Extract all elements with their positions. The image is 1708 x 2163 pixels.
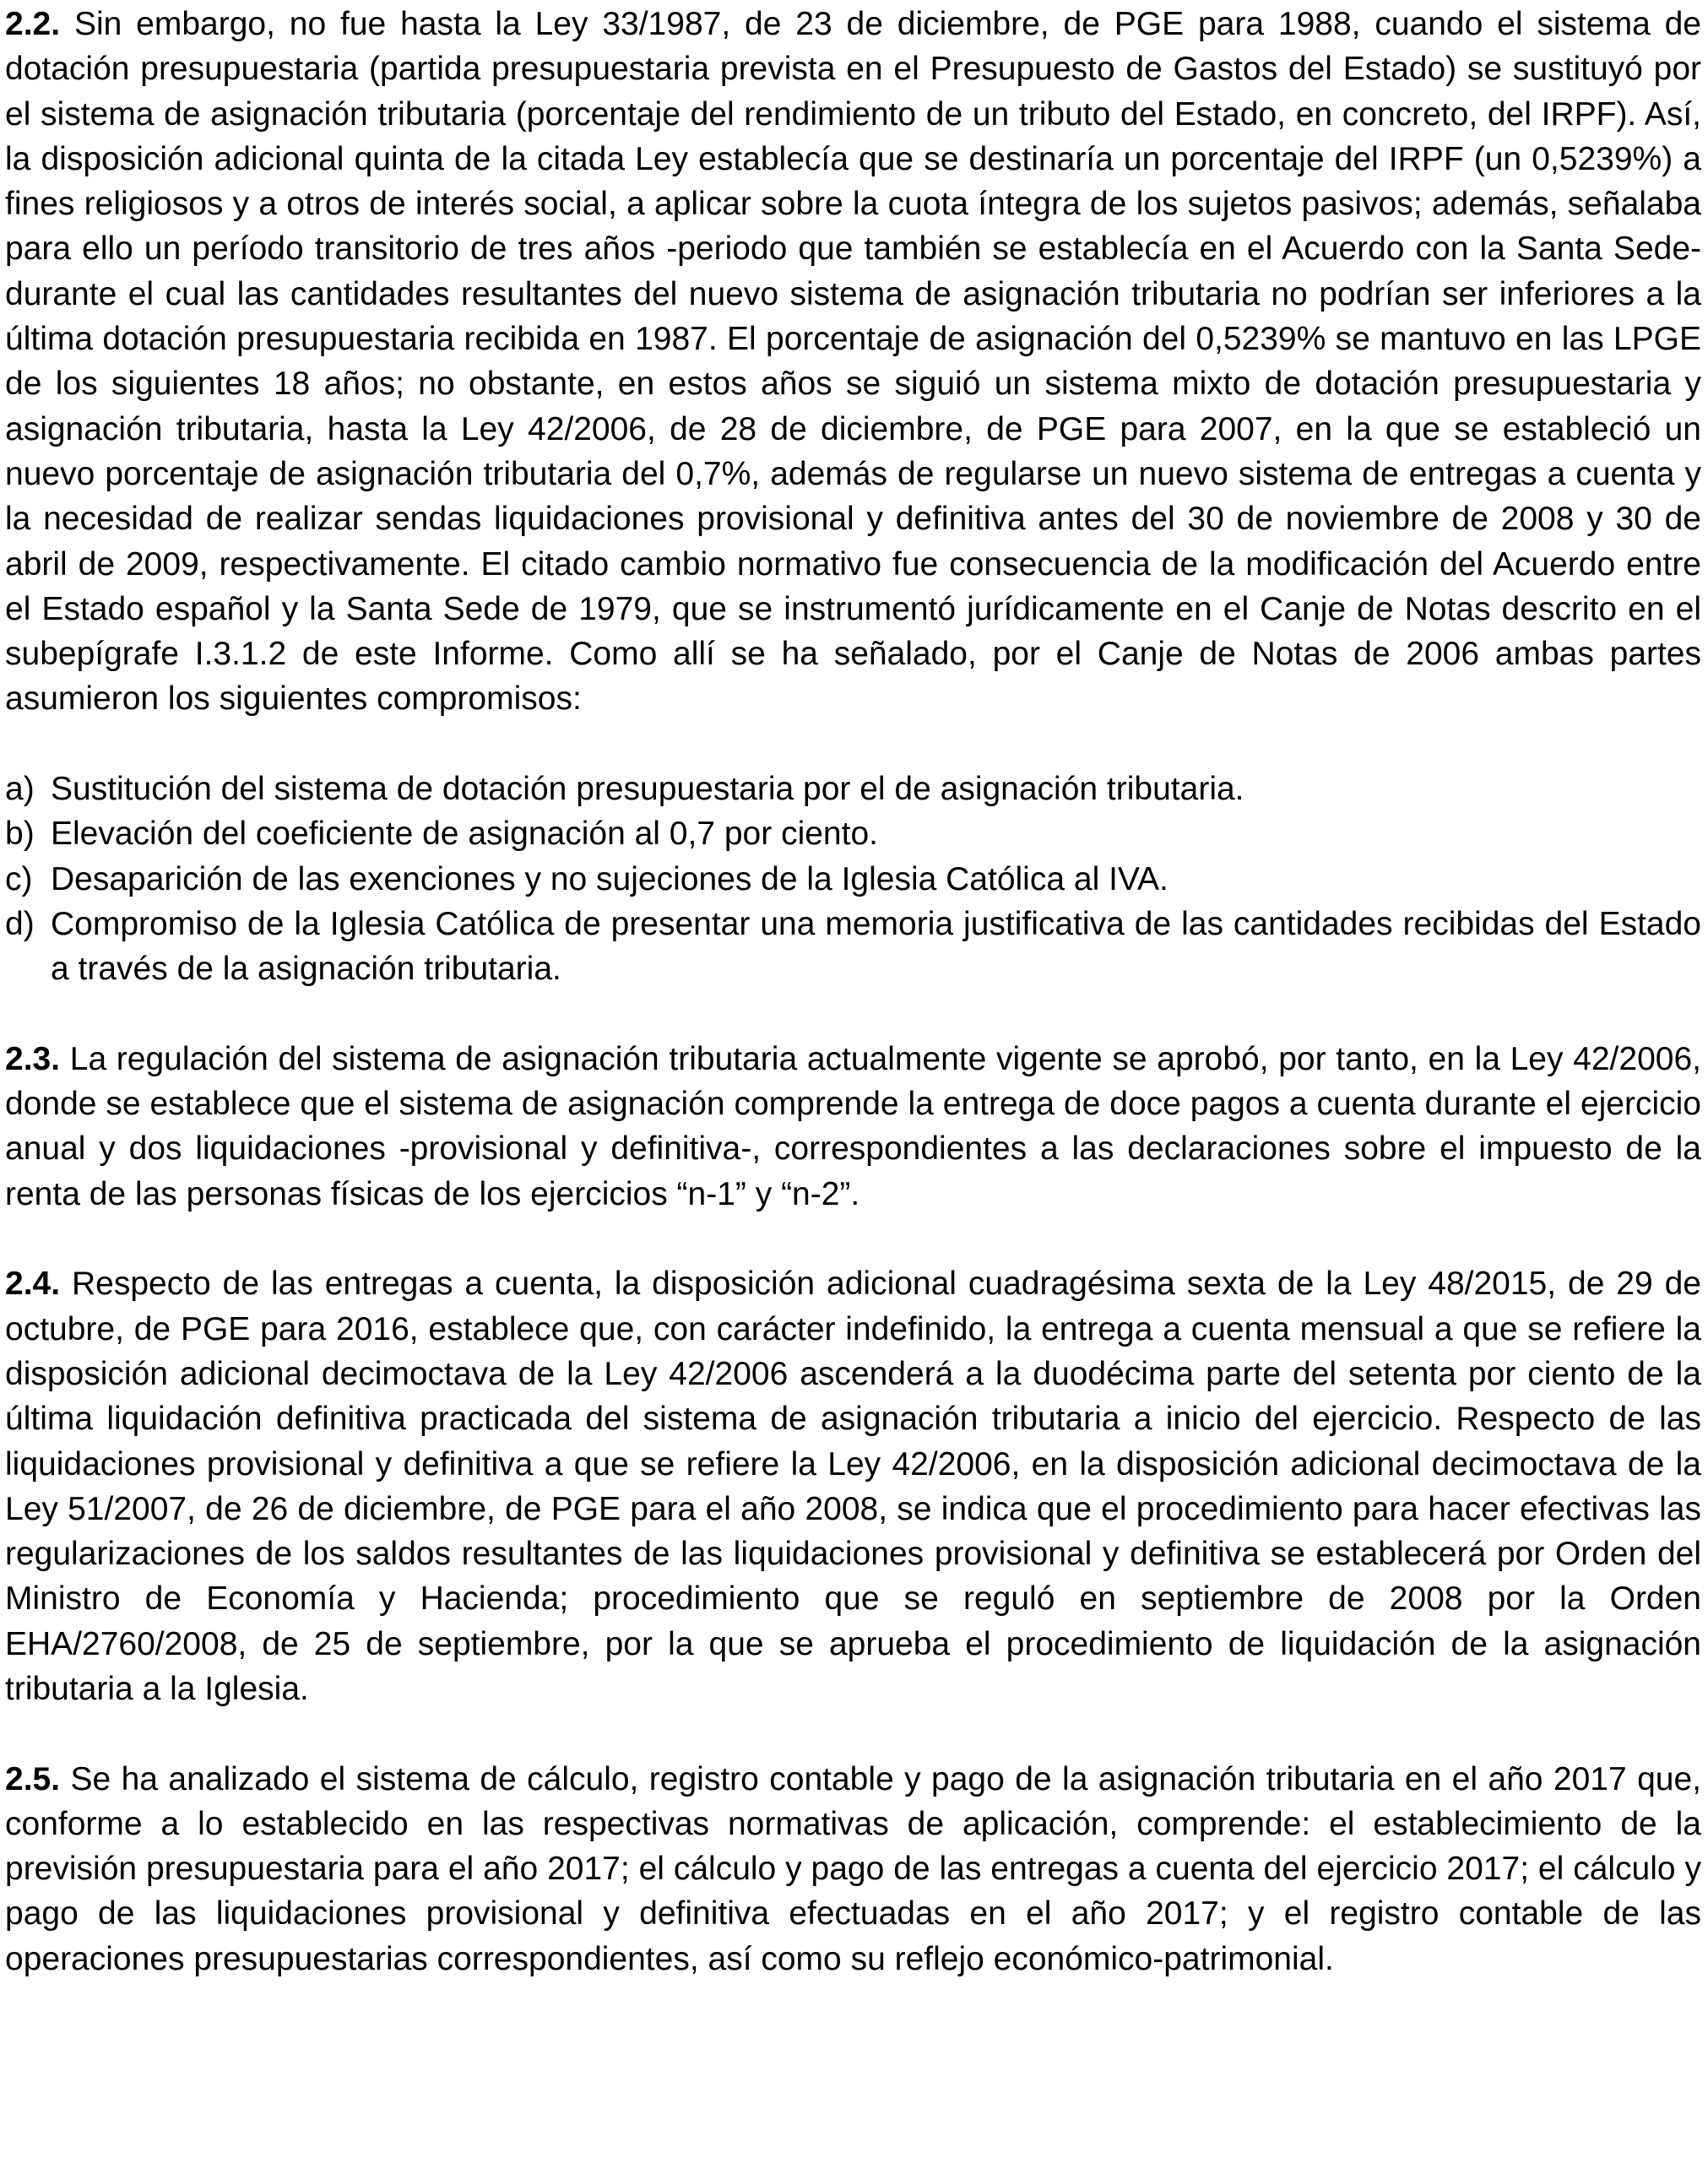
list-item [5,811,1701,856]
list-marker: d) [5,905,35,942]
paragraph-2-3 [5,1037,1701,1217]
list-item [5,857,1701,902]
paragraph-2-2 [5,2,1701,722]
commitments-list [5,767,1701,991]
paragraph-number: 2.5. [5,1760,61,1797]
paragraph-text: La regulación del sistema de asignación tributaria actualmente vigente se aprobó, por tanto, en la Ley 42/2006, donde se establece que el sistema de asignación comprende la entrega de doce pagos a cuenta durante el ejercicio anual y dos liquidaciones -provisional y definitiva-, correspondientes a las declaraciones sobre el impuesto de la renta de las personas físicas de los ejercicios “n-1” y “n-2”. [5,1040,1701,1212]
list-item-text: Sustitución del sistema de dotación presupuestaria por el de asignación tributaria. [51,771,1244,808]
paragraph-number: 2.2. [5,6,61,42]
list-item-text: Compromiso de la Iglesia Católica de presentar una memoria justificativa de las cantidades recibidas del Estado a través de la asignación tributaria. [51,905,1701,988]
paragraph-number: 2.4. [5,1266,61,1303]
paragraph-2-4 [5,1261,1701,1711]
list-marker: c) [5,860,33,897]
paragraph-number: 2.3. [5,1040,61,1077]
paragraph-text: Sin embargo, no fue hasta la Ley 33/1987, de 23 de diciembre, de PGE para 1988, cuando el sistema de dotación presupuestaria (partida presupuestaria prevista en el Presupuesto de Gastos del Estado) se sustituyó por el sistema de asignación tributaria (porcentaje del rendimiento de un tributo del Estado, en concreto, del IRPF). Así, la disposición adicional quinta de la citada Ley establecía que se destinaría un porcentaje del IRPF (un 0,5239%) a fines religiosos y a otros de interés social, a aplicar sobre la cuota íntegra de los sujetos pasivos; además, señalaba para ello un período transitorio de tres años -periodo que también se establecía en el Acuerdo con la Santa Sede- durante el cual las cantidades resultantes del nuevo sistema de asignación tributaria no podrían ser inferiores a la última dotación presupuestaria recibida en 1987. El porcentaje de asignación del 0,5239% se mantuvo en las LPGE de los siguientes 18 años; no obstante, en estos años se siguió un sistema mixto de dotación presupuestaria y asignación tributaria, hasta la Ley 42/2006, de 28 de diciembre, de PGE para 2007, en la que se estableció un nuevo porcentaje de asignación tributaria del 0,7%, además de regularse un nuevo sistema de entregas a cuenta y la necesidad de realizar sendas liquidaciones provisional y definitiva antes del 30 de noviembre de 2008 y 30 de abril de 2009, respectivamente. El citado cambio normativo fue consecuencia de la modificación del Acuerdo entre el Estado español y la Santa Sede de 1979, que se instrumentó jurídicamente en el Canje de Notas descrito en el subepígrafe I.3.1.2 de este Informe. Como allí se ha señalado, por el Canje de Notas de 2006 ambas partes asumieron los siguientes compromisos: [5,6,1702,718]
list-item [5,902,1701,992]
list-item-text: Elevación del coeficiente de asignación al 0,7 por ciento. [51,816,878,853]
list-marker: b) [5,816,35,853]
paragraph-text: Respecto de las entregas a cuenta, la disposición adicional cuadragésima sexta de la Ley 48/2015, de 29 de octubre, de PGE para 2016, establece que, con carácter indefinido, la entrega a cuenta mensual a que se refiere la disposición adicional decimoctava de la Ley 42/2006 ascenderá a la duodécima parte del setenta por ciento de la última liquidación definitiva practicada del sistema de asignación tributaria a inicio del ejercicio. Respecto de las liquidaciones provisional y definitiva a que se refiere la Ley 42/2006, en la disposición adicional decimoctava de la Ley 51/2007, de 26 de diciembre, de PGE para el año 2008, se indica que el procedimiento para hacer efectivas las regularizaciones de los saldos resultantes de las liquidaciones provisional y definitiva se establecerá por Orden del Ministro de Economía y Hacienda; procedimiento que se reguló en septiembre de 2008 por la Orden EHA/2760/2008, de 25 de septiembre, por la que se aprueba el procedimiento de liquidación de la asignación tributaria a la Iglesia. [5,1266,1701,1707]
paragraph-spacer [5,1217,1701,1261]
paragraph-text: Se ha analizado el sistema de cálculo, registro contable y pago de la asignación tributaria en el año 2017 que, conforme a lo establecido en las respectivas normativas de aplicación, comprende: el establecimiento de la previsión presupuestaria para el año 2017; el cálculo y pago de las entregas a cuenta del ejercicio 2017; el cálculo y pago de las liquidaciones provisional y definitiva efectuadas en el año 2017; y el registro contable de las operaciones presupuestarias correspondientes, así como su reflejo económico-patrimonial. [5,1760,1701,1977]
paragraph-spacer [5,722,1701,767]
paragraph-spacer [5,992,1701,1037]
paragraph-spacer [5,1711,1701,1756]
list-item-text: Desaparición de las exenciones y no sujeciones de la Iglesia Católica al IVA. [51,860,1168,897]
list-item [5,767,1701,811]
paragraph-2-5 [5,1757,1701,1981]
list-marker: a) [5,771,35,808]
